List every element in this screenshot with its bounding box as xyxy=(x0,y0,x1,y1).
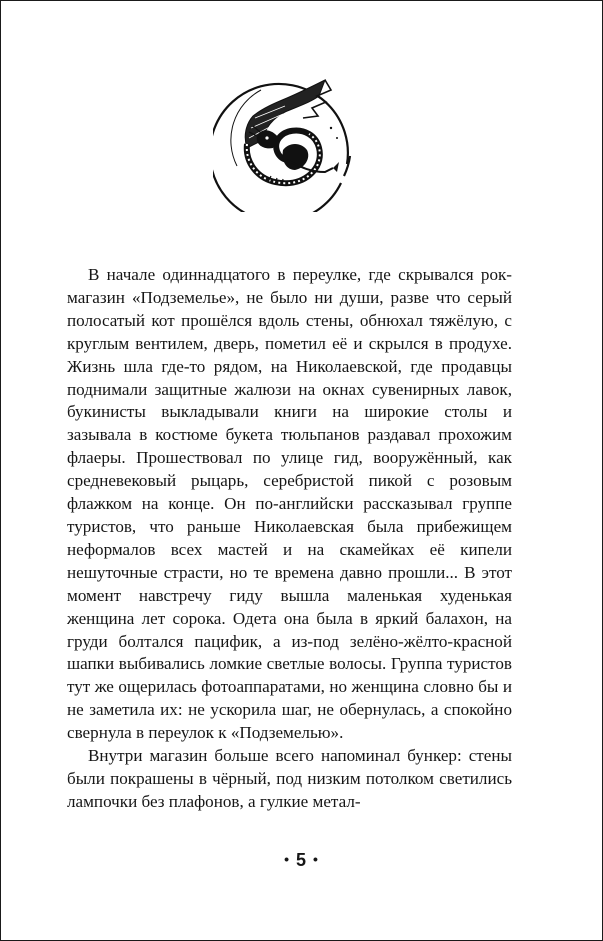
page-number-value: 5 xyxy=(295,850,307,870)
folio-dot-right: • xyxy=(313,851,319,867)
paragraph: В начале одиннадцатого в переулке, где скрывался рок-магазин «Подземелье», не было ни души, разве что серый полосатый кот прошёлся вдоль стены, обнюхал тяжёлую, с круглым вентилем, дверь, пометил её и скрылся в продухе. Жизнь шла где-то рядом, на Николаевской, где продавцы поднимали защитные жалюзи на окнах сувенирных лавок, букинисты выкладывали книги на широкие столы и зазывала в костюме букета тюльпанов раздавал прохожим флаеры. Прошествовал по улице гид, вооружённый, как средневековый рыцарь, серебристой пикой с розовым флажком на конце. Он по-английски рассказывал группе туристов, что раньше Николаевская была прибежищем неформалов всех мастей и на скамейках её кипели нешуточные страсти, но те времена давно прошли... В этот момент навстречу гиду вышла маленькая худенькая женщина лет сорока. Одета она была в яркий балахон, на груди болтался пацифик, а из-под зелёно-жёлто-красной шапки выбивались ломкие светлые волосы. Группа туристов тут же ощерилась фотоаппаратами, но женщина словно бы и не заметила их: не ускорила шаг, не обернулась, а спокойно свернула в переулок к «Подземелью». xyxy=(67,265,512,743)
dragon-emblem-icon xyxy=(213,66,358,212)
body-text xyxy=(67,264,512,814)
page-number xyxy=(0,850,603,871)
paragraph: Внутри магазин больше всего напоминал бункер: стены были покрашены в чёрный, под низким потолком светились лампочки без плафонов, а гулкие метал- xyxy=(67,746,512,811)
folio-dot-left: • xyxy=(284,851,290,867)
